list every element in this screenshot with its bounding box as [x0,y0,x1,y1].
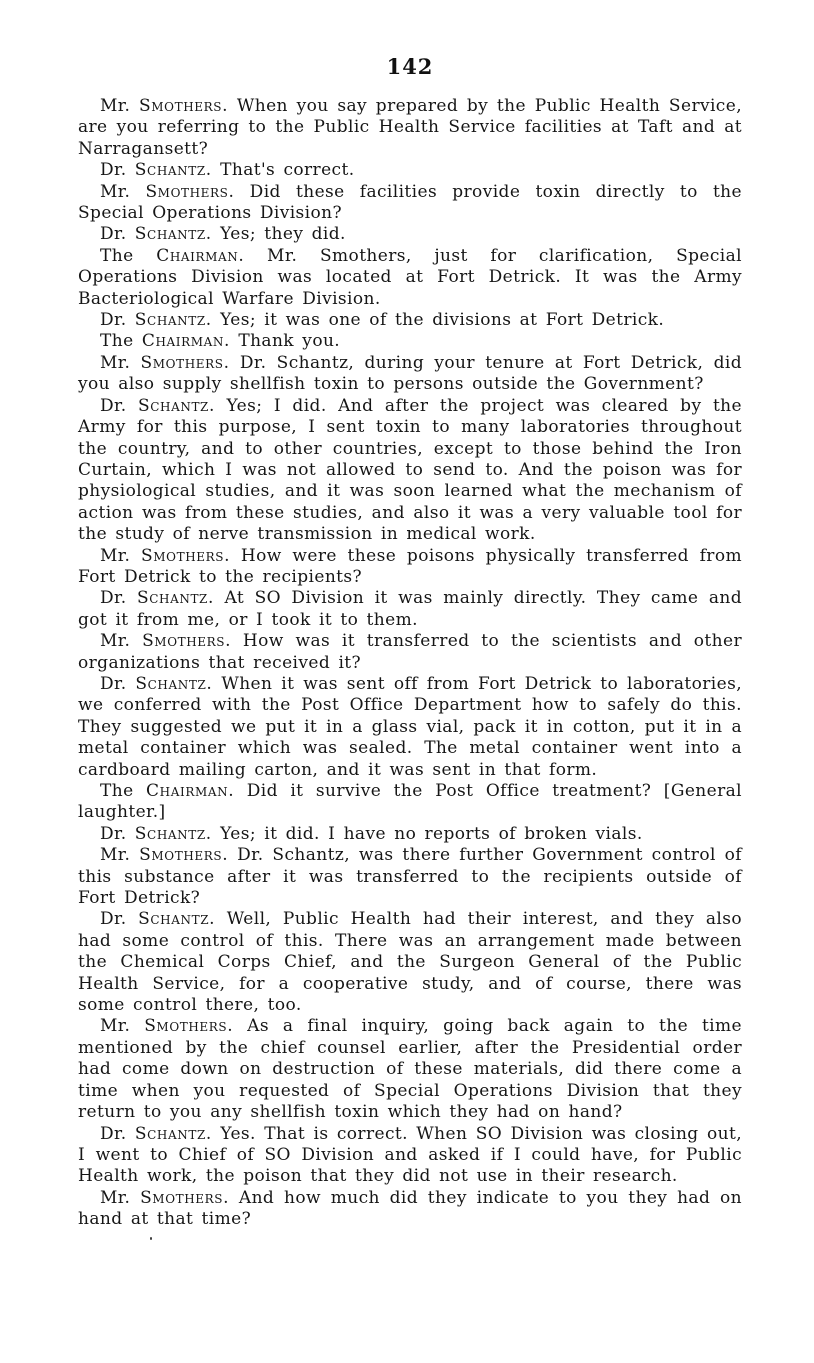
speaker-name: Schantz. [136,588,214,609]
speaker-name: Smothers. [139,96,229,116]
speaker-prefix: Dr. [100,823,135,844]
transcript-paragraph [78,781,742,824]
speech-text: Thank you. [230,331,341,352]
speaker-prefix: Mr. [100,545,142,566]
transcript-paragraph [78,396,742,546]
transcript-paragraph [78,160,742,181]
transcript-paragraph [78,674,742,781]
speaker-name: Schantz. [138,909,216,930]
speaker-name: Smothers. [145,181,235,202]
speaker-prefix: Dr. [100,310,135,331]
transcript-paragraph [78,96,742,160]
speech-text: That's correct. [211,160,355,181]
speech-text: When it was sent off from Fort Detrick to laboratories, we conferred with the Post Office Department how to safely do this. They suggested we put it in a glass vial, pack it in cotton, put it in a metal container which was sealed. The metal container went into a cardboard mailing carton, and it was sent in that form. [78,673,742,780]
speaker-name: Schantz. [137,395,215,416]
speaker-prefix: Mr. [100,1187,141,1208]
speaker-prefix: Dr. [100,224,135,245]
speaker-name: Chairman. [146,781,235,801]
speaker-name: Smothers. [141,545,231,566]
transcript-paragraph [78,1124,742,1188]
speaker-name: Smothers. [140,352,230,373]
transcript-paragraph [78,1016,742,1123]
transcript-paragraph [78,909,742,1016]
transcript-paragraph [78,182,742,225]
speech-text: Did it survive the Post Office treatment? [General laughter.] [78,781,742,823]
transcript-paragraph [78,845,742,909]
speaker-prefix: Mr. [100,631,143,652]
speaker-prefix: Dr. [100,588,137,609]
speaker-prefix: Mr. [100,845,140,866]
speech-text: Yes; I did. And after the project was cleared by the Army for this purpose, I sent toxin to many laboratories throughout the country, and to other countries, except to those behind the Iron Curtain, which I was not allowed to send to. And the poison was for physiological studies, and it was soon learned what the mechanism of action was from these studies, and also it was a very valuable tool for the study of nerve transmission in medical work. [78,395,742,545]
speaker-prefix: The [100,781,147,801]
scan-artifact [150,1237,152,1240]
transcript-paragraph [78,631,742,674]
transcript-paragraph [78,331,742,352]
speaker-name: Smothers. [140,1187,230,1208]
speaker-name: Schantz. [134,224,212,245]
speaker-name: Schantz. [134,160,212,181]
speaker-prefix: The [100,245,157,266]
speech-text: Yes; they did. [211,224,346,245]
speech-text: And how much did they indicate to you they had on hand at that time? [78,1187,743,1230]
speech-text: Yes; it did. I have no reports of broken vials. [211,823,643,844]
speech-text: Mr. Smothers, just for clarification, Special Operations Division was located at Fort Detrick. It was the Army Bacteriological Warfare Division. [78,245,742,309]
transcript-paragraph [78,246,742,310]
speaker-name: Schantz. [134,310,212,331]
speaker-prefix: Dr. [100,909,139,930]
speaker-name: Chairman. [156,245,245,266]
speaker-prefix: The [100,331,142,352]
speaker-prefix: Dr. [100,1123,135,1144]
speaker-name: Smothers. [142,631,232,652]
speaker-prefix: Mr. [100,181,146,202]
transcript-paragraph [78,1188,742,1231]
speech-text: Yes. That is correct. When SO Division was closing out, I went to Chief of SO Division and asked if I could have, for Public Health work, the poison that they did not use in their research. [78,1123,742,1187]
speaker-prefix: Dr. [100,160,135,181]
speech-text: Did these facilities provide toxin directly to the Special Operations Division? [78,181,742,224]
speech-text: At SO Division it was mainly directly. They came and got it from me, or I took it to them. [78,588,743,630]
speaker-prefix: Dr. [100,395,138,416]
speech-text: When you say prepared by the Public Health Service, are you referring to the Public Health Service facilities at Taft and at Narragansett? [78,96,742,159]
page-number: 142 [386,54,434,79]
transcript-body [78,96,742,1231]
speaker-name: Smothers. [144,1016,234,1037]
speech-text: How were these poisons physically transferred from Fort Detrick to the recipients? [78,545,742,587]
transcript-paragraph [78,224,742,245]
transcript-paragraph [78,824,742,845]
speaker-name: Smothers. [139,845,229,866]
speaker-prefix: Mr. [100,352,141,373]
speech-text: Well, Public Health had their interest, and they also had some control of this. There was an arrangement made between the Chemical Corps Chief, and the Surgeon General of the Public Health Service, for a cooperative study, and of course, there was some control there, too. [78,909,742,1016]
speaker-name: Chairman. [141,331,231,352]
speech-text: Dr. Schantz, during your tenure at Fort Detrick, did you also supply shellfish toxin to persons outside the Government? [78,352,742,395]
speaker-name: Schantz. [134,1123,212,1144]
speaker-name: Schantz. [134,823,212,844]
speaker-name: Schantz. [135,673,213,694]
transcript-paragraph [78,310,742,331]
speech-text: How was it transferred to the scientists and other organizations that received it? [78,631,742,673]
speech-text: As a final inquiry, going back again to the time mentioned by the chief counsel earlier, after the Presidential order had come down on destruction of these materials, did there come a time when you requested of Special Operations Division that they return to you any shellfish toxin which they had on hand? [78,1016,742,1123]
speech-text: Yes; it was one of the divisions at Fort Detrick. [211,310,665,331]
transcript-paragraph [78,546,742,589]
speech-text: Dr. Schantz, was there further Government control of this substance after it was transferred to the recipients outside of Fort Detrick? [78,845,742,909]
transcript-paragraph [78,353,742,396]
speaker-prefix: Dr. [100,673,136,694]
speaker-prefix: Mr. [100,1016,145,1037]
transcript-paragraph [78,588,742,631]
speaker-prefix: Mr. [100,96,140,116]
